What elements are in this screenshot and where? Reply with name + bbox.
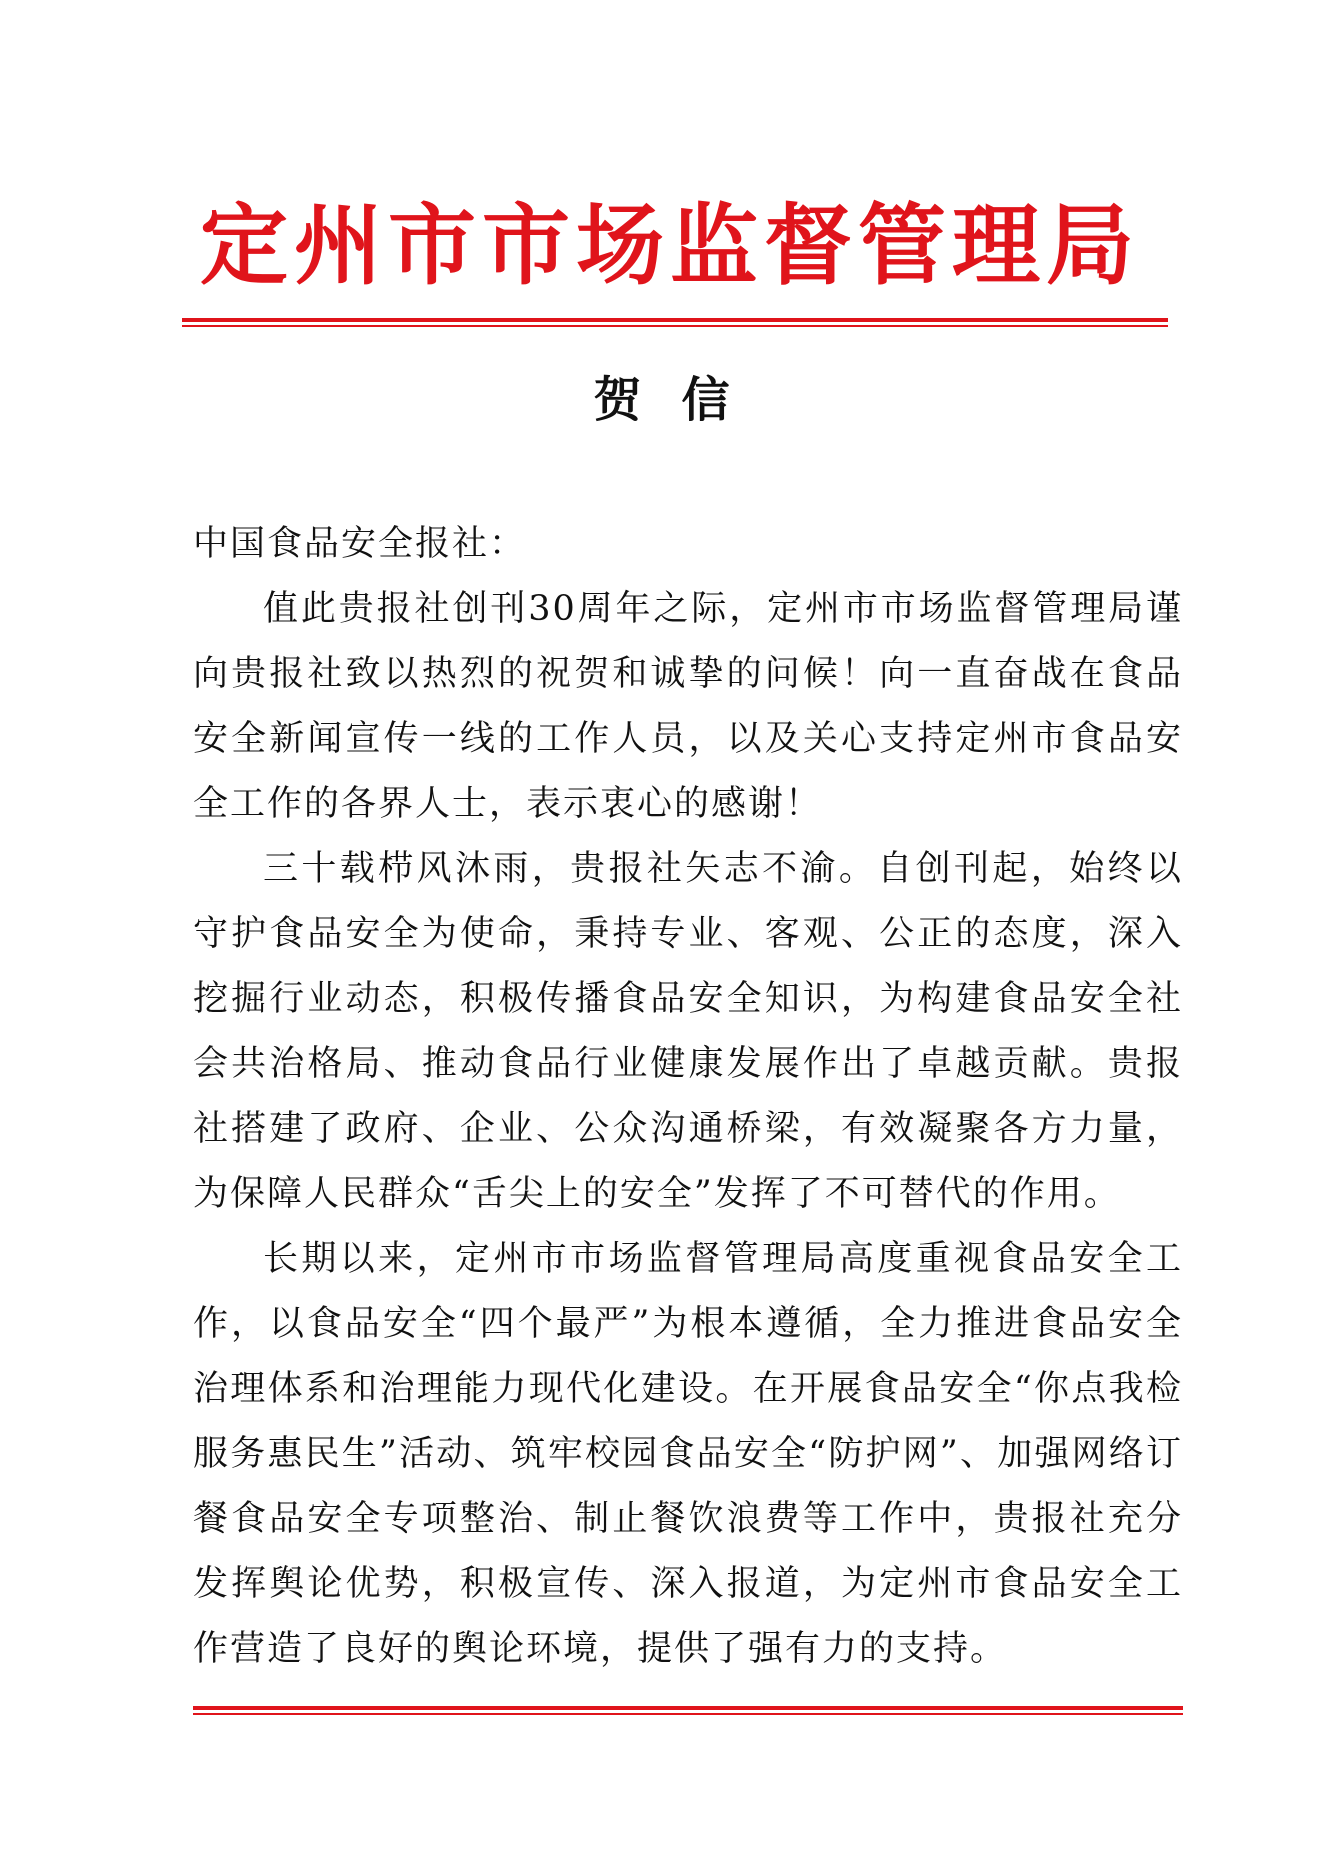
- salutation: 中国食品安全报社：: [193, 524, 527, 564]
- title-char-2: 信: [681, 372, 730, 428]
- title-char-1: 贺: [593, 372, 642, 428]
- red-rule-thick-line: [182, 318, 1168, 322]
- red-rule-thick-line: [193, 1706, 1183, 1710]
- red-rule-thin-line: [182, 325, 1168, 327]
- letterhead-red-rule: [182, 318, 1168, 328]
- body-paragraph-1: 值此贵报社创刊30周年之际，定州市市场监督管理局谨向贵报社致以热烈的祝贺和诚挚的问候！向一直奋战在食品安全新闻宣传一线的工作人员，以及关心支持定州市食品安全工作的各界人士，表示衷心的感谢！: [193, 589, 1183, 824]
- letter-body: [193, 512, 1183, 1682]
- letterhead-org-name: 定州市市场监督管理局: [199, 193, 1140, 297]
- footer-red-rule: [193, 1706, 1183, 1716]
- red-rule-thin-line: [193, 1713, 1183, 1715]
- body-paragraph-3: 长期以来，定州市市场监督管理局高度重视食品安全工作，以食品安全“四个最严”为根本遵循，全力推进食品安全治理体系和治理能力现代化建设。在开展食品安全“你点我检 服务惠民生”活动、筑牢校园食品安全“防护网”、加强网络订餐食品安全专项整治、制止餐饮浪费等工作中，贵报社充分发挥舆论优势，积极宣传、深入报道，为定州市食品安全工作营造了良好的舆论环境，提供了强有力的支持。: [193, 1239, 1183, 1669]
- document-title: [0, 370, 1323, 430]
- body-paragraph-2: 三十载栉风沐雨，贵报社矢志不渝。自创刊起，始终以守护食品安全为使命，秉持专业、客观、公正的态度，深入挖掘行业动态，积极传播食品安全知识，为构建食品安全社会共治格局、推动食品行业健康发展作出了卓越贡献。贵报社搭建了政府、企业、公众沟通桥梁，有效凝聚各方力量，为保障人民群众“舌尖上的安全”发挥了不可替代的作用。: [193, 849, 1183, 1214]
